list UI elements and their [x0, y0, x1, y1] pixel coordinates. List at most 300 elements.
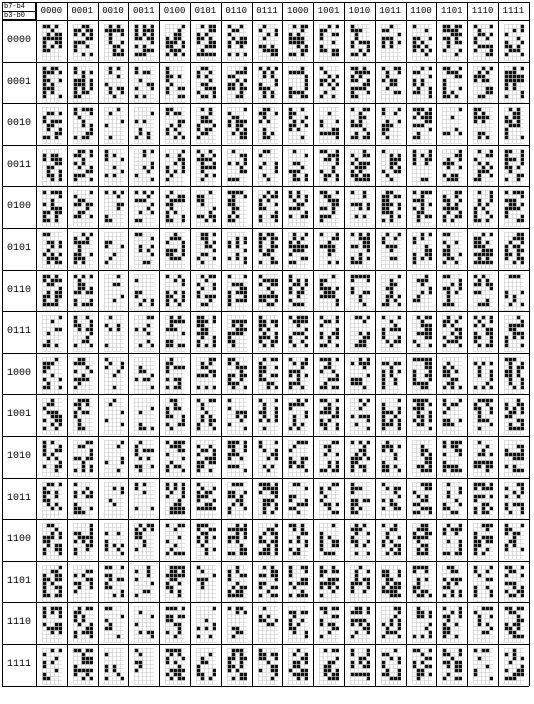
lit-pixel — [213, 316, 216, 319]
lit-pixel — [116, 53, 119, 56]
lit-pixel — [274, 29, 277, 32]
lit-pixel — [178, 552, 181, 555]
lit-pixel — [55, 427, 58, 430]
lit-pixel — [231, 677, 234, 680]
glyph-dot-matrix — [104, 315, 124, 353]
lit-pixel — [297, 374, 300, 377]
lit-pixel — [120, 158, 123, 161]
lit-pixel — [182, 249, 185, 252]
lit-pixel — [297, 441, 300, 444]
lit-pixel — [293, 419, 296, 422]
lit-pixel — [262, 657, 265, 660]
glyph-dot-matrix — [196, 648, 216, 686]
lit-pixel — [227, 191, 230, 194]
lit-pixel — [197, 423, 200, 426]
lit-pixel — [151, 29, 154, 32]
lit-pixel — [43, 116, 46, 119]
lit-pixel — [47, 274, 50, 277]
lit-pixel — [59, 195, 62, 198]
lit-pixel — [270, 320, 273, 323]
lit-pixel — [182, 298, 185, 301]
lit-pixel — [209, 653, 212, 656]
lit-pixel — [305, 544, 308, 547]
lit-pixel — [89, 469, 92, 472]
lit-pixel — [289, 494, 292, 497]
lit-pixel — [166, 411, 169, 414]
lit-pixel — [112, 665, 115, 668]
lit-pixel — [239, 332, 242, 335]
lit-pixel — [258, 207, 261, 210]
glyph-cell — [134, 523, 154, 561]
lit-pixel — [243, 532, 246, 535]
lit-pixel — [270, 245, 273, 248]
lit-pixel — [243, 320, 246, 323]
lit-pixel — [301, 386, 304, 389]
lit-pixel — [43, 219, 46, 222]
lit-pixel — [289, 566, 292, 569]
lit-pixel — [135, 233, 138, 236]
lit-pixel — [151, 524, 154, 527]
lit-pixel — [235, 631, 238, 634]
glyph-cell — [104, 523, 124, 561]
lit-pixel — [43, 203, 46, 206]
grid-line — [375, 2, 376, 686]
lit-pixel — [151, 465, 154, 468]
lit-pixel — [239, 41, 242, 44]
lit-pixel — [182, 482, 185, 485]
lit-pixel — [293, 528, 296, 531]
lit-pixel — [166, 619, 169, 622]
lit-pixel — [182, 245, 185, 248]
lit-pixel — [73, 540, 76, 543]
lit-pixel — [324, 132, 327, 135]
lit-pixel — [293, 174, 296, 177]
lit-pixel — [174, 33, 177, 36]
lit-pixel — [258, 482, 261, 485]
lit-pixel — [104, 607, 107, 610]
lit-pixel — [104, 124, 107, 127]
lit-pixel — [305, 82, 308, 85]
lit-pixel — [151, 302, 154, 305]
lit-pixel — [51, 82, 54, 85]
lit-pixel — [143, 33, 146, 36]
lit-pixel — [239, 607, 242, 610]
lit-pixel — [289, 108, 292, 111]
lit-pixel — [174, 607, 177, 610]
glyph-dot-matrix — [134, 66, 154, 104]
glyph-dot-matrix — [258, 107, 278, 145]
lit-pixel — [243, 78, 246, 81]
lit-pixel — [139, 211, 142, 214]
column-header: 0101 — [194, 6, 217, 16]
lit-pixel — [243, 586, 246, 589]
lit-pixel — [289, 33, 292, 36]
lit-pixel — [55, 136, 58, 139]
lit-pixel — [73, 253, 76, 256]
glyph-cell — [42, 24, 62, 62]
lit-pixel — [139, 427, 142, 430]
glyph-dot-matrix — [258, 440, 278, 478]
glyph-cell — [319, 24, 339, 62]
lit-pixel — [85, 657, 88, 660]
lit-pixel — [166, 340, 169, 343]
grid-line — [2, 20, 529, 21]
lit-pixel — [243, 162, 246, 165]
lit-pixel — [73, 502, 76, 505]
lit-pixel — [43, 74, 46, 77]
lit-pixel — [262, 195, 265, 198]
lit-pixel — [274, 219, 277, 222]
lit-pixel — [197, 136, 200, 139]
lit-pixel — [205, 502, 208, 505]
lit-pixel — [81, 461, 84, 464]
lit-pixel — [147, 332, 150, 335]
lit-pixel — [197, 635, 200, 638]
lit-pixel — [305, 653, 308, 656]
lit-pixel — [328, 154, 331, 157]
lit-pixel — [209, 445, 212, 448]
lit-pixel — [51, 112, 54, 115]
lit-pixel — [120, 411, 123, 414]
glyph-dot-matrix — [227, 357, 247, 395]
lit-pixel — [201, 261, 204, 264]
lit-pixel — [231, 132, 234, 135]
glyph-dot-matrix — [258, 66, 278, 104]
glyph-dot-matrix — [104, 523, 124, 561]
lit-pixel — [178, 536, 181, 539]
lit-pixel — [305, 328, 308, 331]
lit-pixel — [73, 386, 76, 389]
lit-pixel — [151, 374, 154, 377]
lit-pixel — [258, 219, 261, 222]
lit-pixel — [328, 132, 331, 135]
lit-pixel — [243, 170, 246, 173]
lit-pixel — [174, 170, 177, 173]
lit-pixel — [293, 665, 296, 668]
lit-pixel — [85, 37, 88, 40]
lit-pixel — [243, 158, 246, 161]
lit-pixel — [274, 594, 277, 597]
lit-pixel — [197, 578, 200, 581]
glyph-dot-matrix — [165, 398, 185, 436]
lit-pixel — [108, 33, 111, 36]
lit-pixel — [289, 195, 292, 198]
lit-pixel — [51, 661, 54, 664]
lit-pixel — [270, 570, 273, 573]
lit-pixel — [205, 548, 208, 551]
lit-pixel — [166, 486, 169, 489]
lit-pixel — [274, 237, 277, 240]
lit-pixel — [293, 362, 296, 365]
lit-pixel — [81, 41, 84, 44]
lit-pixel — [116, 195, 119, 198]
glyph-cell — [227, 149, 247, 187]
lit-pixel — [274, 170, 277, 173]
lit-pixel — [305, 178, 308, 181]
lit-pixel — [201, 116, 204, 119]
lit-pixel — [59, 316, 62, 319]
lit-pixel — [43, 370, 46, 373]
lit-pixel — [262, 498, 265, 501]
lit-pixel — [151, 191, 154, 194]
lit-pixel — [209, 461, 212, 464]
lit-pixel — [73, 316, 76, 319]
lit-pixel — [258, 154, 261, 157]
lit-pixel — [120, 245, 123, 248]
lit-pixel — [81, 340, 84, 343]
lit-pixel — [213, 41, 216, 44]
lit-pixel — [235, 362, 238, 365]
lit-pixel — [227, 661, 230, 664]
lit-pixel — [320, 191, 323, 194]
glyph-cell — [196, 606, 216, 644]
lit-pixel — [85, 570, 88, 573]
lit-pixel — [89, 233, 92, 236]
lit-pixel — [239, 94, 242, 97]
lit-pixel — [182, 510, 185, 513]
lit-pixel — [301, 237, 304, 240]
glyph-cell — [196, 315, 216, 353]
lit-pixel — [205, 578, 208, 581]
lit-pixel — [297, 282, 300, 285]
lit-pixel — [178, 257, 181, 260]
lit-pixel — [166, 344, 169, 347]
lit-pixel — [293, 653, 296, 656]
glyph-dot-matrix — [227, 648, 247, 686]
lit-pixel — [135, 86, 138, 89]
lit-pixel — [297, 191, 300, 194]
lit-pixel — [297, 294, 300, 297]
lit-pixel — [73, 241, 76, 244]
lit-pixel — [213, 574, 216, 577]
lit-pixel — [243, 506, 246, 509]
lit-pixel — [197, 498, 200, 501]
lit-pixel — [270, 53, 273, 56]
row-header: 0011 — [6, 159, 31, 171]
glyph-dot-matrix — [196, 440, 216, 478]
lit-pixel — [227, 657, 230, 660]
lit-pixel — [59, 286, 62, 289]
lit-pixel — [59, 178, 62, 181]
lit-pixel — [51, 166, 54, 169]
glyph-dot-matrix — [258, 190, 278, 228]
lit-pixel — [243, 66, 246, 69]
row-header: 0101 — [6, 243, 31, 254]
lit-pixel — [270, 302, 273, 305]
lit-pixel — [51, 174, 54, 177]
glyph-dot-matrix — [288, 440, 308, 478]
glyph-dot-matrix — [73, 24, 93, 62]
lit-pixel — [201, 407, 204, 410]
lit-pixel — [235, 482, 238, 485]
lit-pixel — [197, 215, 200, 218]
glyph-dot-matrix — [42, 315, 62, 353]
lit-pixel — [243, 154, 246, 157]
lit-pixel — [55, 154, 58, 157]
glyph-cell — [288, 315, 308, 353]
lit-pixel — [258, 45, 261, 48]
lit-pixel — [174, 237, 177, 240]
lit-pixel — [170, 294, 173, 297]
lit-pixel — [174, 465, 177, 468]
glyph-cell — [134, 190, 154, 228]
lit-pixel — [47, 136, 50, 139]
lit-pixel — [51, 37, 54, 40]
lit-pixel — [81, 120, 84, 123]
lit-pixel — [166, 302, 169, 305]
lit-pixel — [243, 274, 246, 277]
lit-pixel — [205, 74, 208, 77]
lit-pixel — [274, 657, 277, 660]
glyph-cell — [134, 565, 154, 603]
lit-pixel — [139, 465, 142, 468]
lit-pixel — [112, 53, 115, 56]
lit-pixel — [293, 150, 296, 153]
lit-pixel — [43, 362, 46, 365]
lit-pixel — [59, 465, 62, 468]
lit-pixel — [166, 453, 169, 456]
lit-pixel — [166, 128, 169, 131]
lit-pixel — [289, 669, 292, 672]
lit-pixel — [85, 136, 88, 139]
lit-pixel — [328, 174, 331, 177]
lit-pixel — [243, 657, 246, 660]
lit-pixel — [231, 445, 234, 448]
lit-pixel — [205, 174, 208, 177]
lit-pixel — [289, 53, 292, 56]
lit-pixel — [262, 116, 265, 119]
lit-pixel — [231, 382, 234, 385]
lit-pixel — [77, 241, 80, 244]
lit-pixel — [293, 506, 296, 509]
lit-pixel — [227, 294, 230, 297]
lit-pixel — [239, 82, 242, 85]
lit-pixel — [235, 120, 238, 123]
lit-pixel — [73, 66, 76, 69]
lit-pixel — [81, 469, 84, 472]
lit-pixel — [166, 574, 169, 577]
lit-pixel — [182, 219, 185, 222]
lit-pixel — [182, 615, 185, 618]
lit-pixel — [73, 649, 76, 652]
lit-pixel — [231, 86, 234, 89]
lit-pixel — [201, 203, 204, 206]
lit-pixel — [77, 199, 80, 202]
lit-pixel — [120, 457, 123, 460]
lit-pixel — [262, 94, 265, 97]
lit-pixel — [73, 162, 76, 165]
lit-pixel — [332, 211, 335, 214]
lit-pixel — [174, 53, 177, 56]
lit-pixel — [209, 469, 212, 472]
lit-pixel — [209, 53, 212, 56]
lit-pixel — [336, 25, 339, 28]
lit-pixel — [89, 112, 92, 115]
lit-pixel — [77, 282, 80, 285]
glyph-cell — [288, 565, 308, 603]
lit-pixel — [43, 294, 46, 297]
lit-pixel — [209, 399, 212, 402]
glyph-dot-matrix — [73, 190, 93, 228]
lit-pixel — [147, 49, 150, 52]
lit-pixel — [231, 657, 234, 660]
lit-pixel — [174, 566, 177, 569]
lit-pixel — [213, 94, 216, 97]
lit-pixel — [151, 316, 154, 319]
lit-pixel — [178, 407, 181, 410]
lit-pixel — [201, 170, 204, 173]
lit-pixel — [243, 536, 246, 539]
glyph-dot-matrix — [196, 66, 216, 104]
lit-pixel — [182, 253, 185, 256]
lit-pixel — [47, 290, 50, 293]
lit-pixel — [108, 66, 111, 69]
lit-pixel — [227, 219, 230, 222]
lit-pixel — [170, 510, 173, 513]
lit-pixel — [81, 490, 84, 493]
lit-pixel — [262, 128, 265, 131]
glyph-cell — [258, 190, 278, 228]
lit-pixel — [135, 33, 138, 36]
lit-pixel — [258, 166, 261, 169]
lit-pixel — [59, 594, 62, 597]
lit-pixel — [328, 158, 331, 161]
lit-pixel — [81, 374, 84, 377]
glyph-cell — [134, 274, 154, 312]
lit-pixel — [320, 150, 323, 153]
lit-pixel — [201, 362, 204, 365]
lit-pixel — [151, 344, 154, 347]
lit-pixel — [289, 407, 292, 410]
lit-pixel — [81, 540, 84, 543]
lit-pixel — [201, 532, 204, 535]
glyph-cell — [42, 107, 62, 145]
lit-pixel — [301, 590, 304, 593]
lit-pixel — [89, 150, 92, 153]
lit-pixel — [270, 233, 273, 236]
lit-pixel — [108, 328, 111, 331]
glyph-dot-matrix — [104, 398, 124, 436]
lit-pixel — [266, 661, 269, 664]
lit-pixel — [289, 358, 292, 361]
glyph-dot-matrix — [258, 274, 278, 312]
glyph-dot-matrix — [227, 274, 247, 312]
lit-pixel — [51, 536, 54, 539]
lit-pixel — [231, 374, 234, 377]
lit-pixel — [73, 362, 76, 365]
grid-line — [221, 2, 222, 686]
glyph-cell — [73, 232, 93, 270]
lit-pixel — [116, 532, 119, 535]
lit-pixel — [205, 94, 208, 97]
glyph-cell — [73, 149, 93, 187]
lit-pixel — [336, 174, 339, 177]
lit-pixel — [301, 215, 304, 218]
lit-pixel — [104, 158, 107, 161]
lit-pixel — [301, 362, 304, 365]
glyph-cell — [227, 357, 247, 395]
glyph-dot-matrix — [104, 274, 124, 312]
glyph-cell — [42, 190, 62, 228]
lit-pixel — [178, 649, 181, 652]
lit-pixel — [112, 386, 115, 389]
lit-pixel — [305, 233, 308, 236]
lit-pixel — [182, 486, 185, 489]
lit-pixel — [178, 132, 181, 135]
lit-pixel — [266, 528, 269, 531]
lit-pixel — [201, 465, 204, 468]
glyph-dot-matrix — [227, 523, 247, 561]
